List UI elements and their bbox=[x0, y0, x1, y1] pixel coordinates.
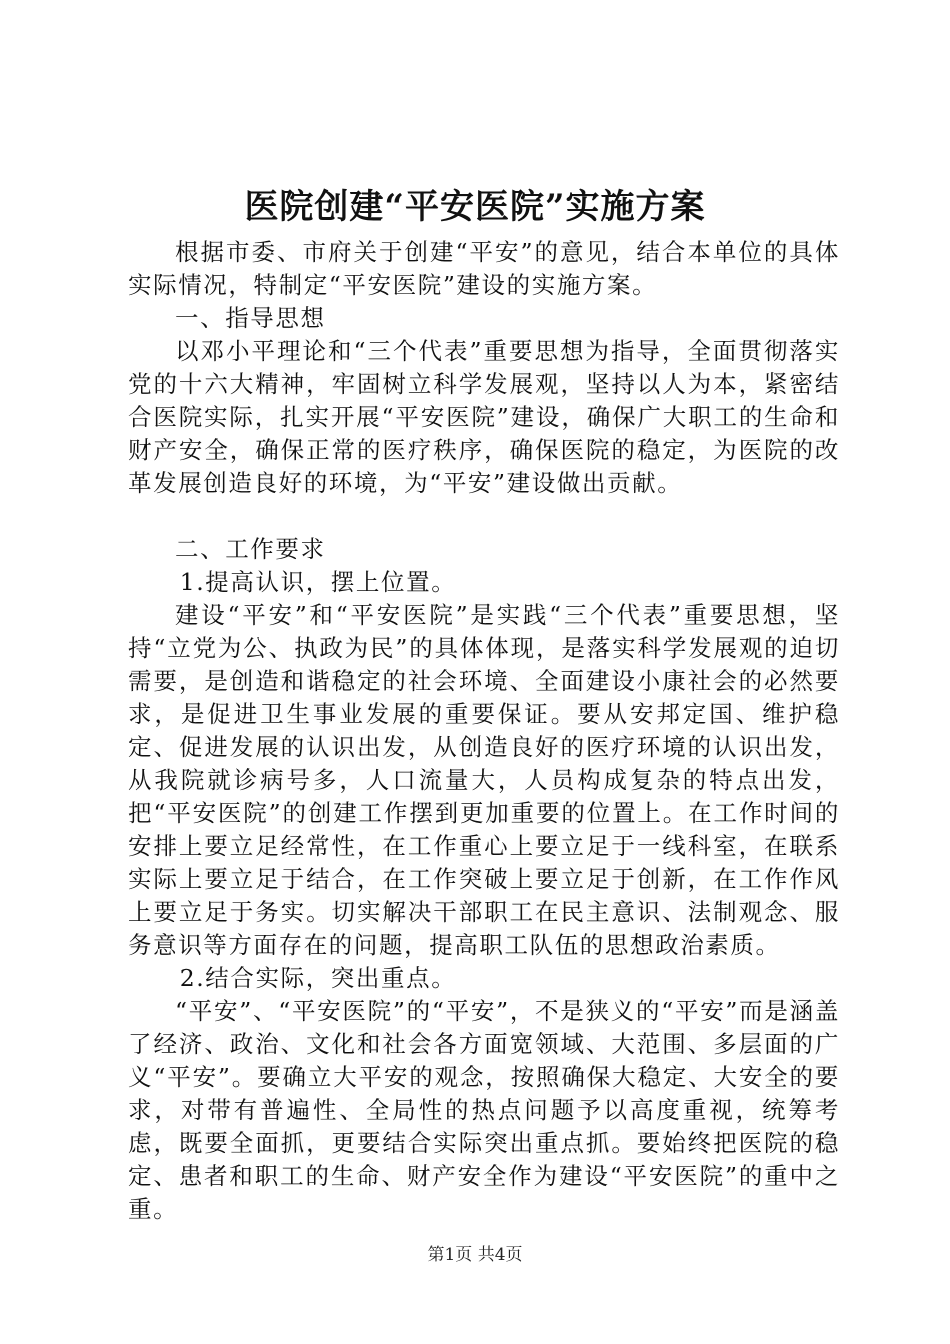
item-2-paragraph: “平安”、“平安医院”的“平安”，不是狭义的“平安”而是涵盖了经济、政治、文化和社会各方面宽领域、大范围、多层面的广义“平安”。要确立大平安的观念，按照确保大稳定、大安全的要求，对带有普遍性、全局性的热点问题予以高度重视，统筹考虑，既要全面抓，更要结合实际突出重点抓。要始终把医院的稳定、患者和职工的生命、财产安全作为建设“平安医院”的重中之重。 bbox=[128, 997, 840, 1223]
document-title: 医院创建“平安医院”实施方案 bbox=[244, 187, 706, 227]
paragraph-spacer bbox=[128, 500, 840, 533]
guiding-ideology-paragraph: 以邓小平理论和“三个代表”重要思想为指导，全面贯彻落实党的十六大精神，牢固树立科学发展观，坚持以人为本，紧密结合医院实际，扎实开展“平安医院”建设，确保广大职工的生命和财产安全，确保正常的医疗秩序，确保医院的稳定，为医院的改革发展创造良好的环境，为“平安”建设做出贡献。 bbox=[128, 337, 840, 497]
item-2-title: 2.结合实际，突出重点。 bbox=[179, 964, 457, 992]
item-1-title: 1.提高认识，摆上位置。 bbox=[179, 568, 457, 596]
section-heading-work-requirements: 二、工作要求 bbox=[175, 535, 326, 563]
document-body bbox=[128, 236, 840, 1226]
section-heading-guiding-ideology: 一、指导思想 bbox=[175, 304, 326, 332]
item-1-paragraph: 建设“平安”和“平安医院”是实践“三个代表”重要思想，坚持“立党为公、执政为民”的具体体现，是落实科学发展观的迫切需要，是创造和谐稳定的社会环境、全面建设小康社会的必然要求，是促进卫生事业发展的重要保证。要从安邦定国、维护稳定、促进发展的认识出发，从创造良好的医疗环境的认识出发，从我院就诊病号多，人口流量大，人员构成复杂的特点出发，把“平安医院”的创建工作摆到更加重要的位置上。在工作时间的安排上要立足经常性，在工作重心上要立足于一线科室，在联系实际上要立足于结合，在工作突破上要立足于创新，在工作作风上要立足于务实。切实解决干部职工在民主意识、法制观念、服务意识等方面存在的问题，提高职工队伍的思想政治素质。 bbox=[128, 601, 840, 959]
page-footer: 第1页 共4页 bbox=[427, 1245, 523, 1265]
intro-paragraph: 根据市委、市府关于创建“平安”的意见，结合本单位的具体实际情况，特制定“平安医院”建设的实施方案。 bbox=[128, 238, 840, 299]
